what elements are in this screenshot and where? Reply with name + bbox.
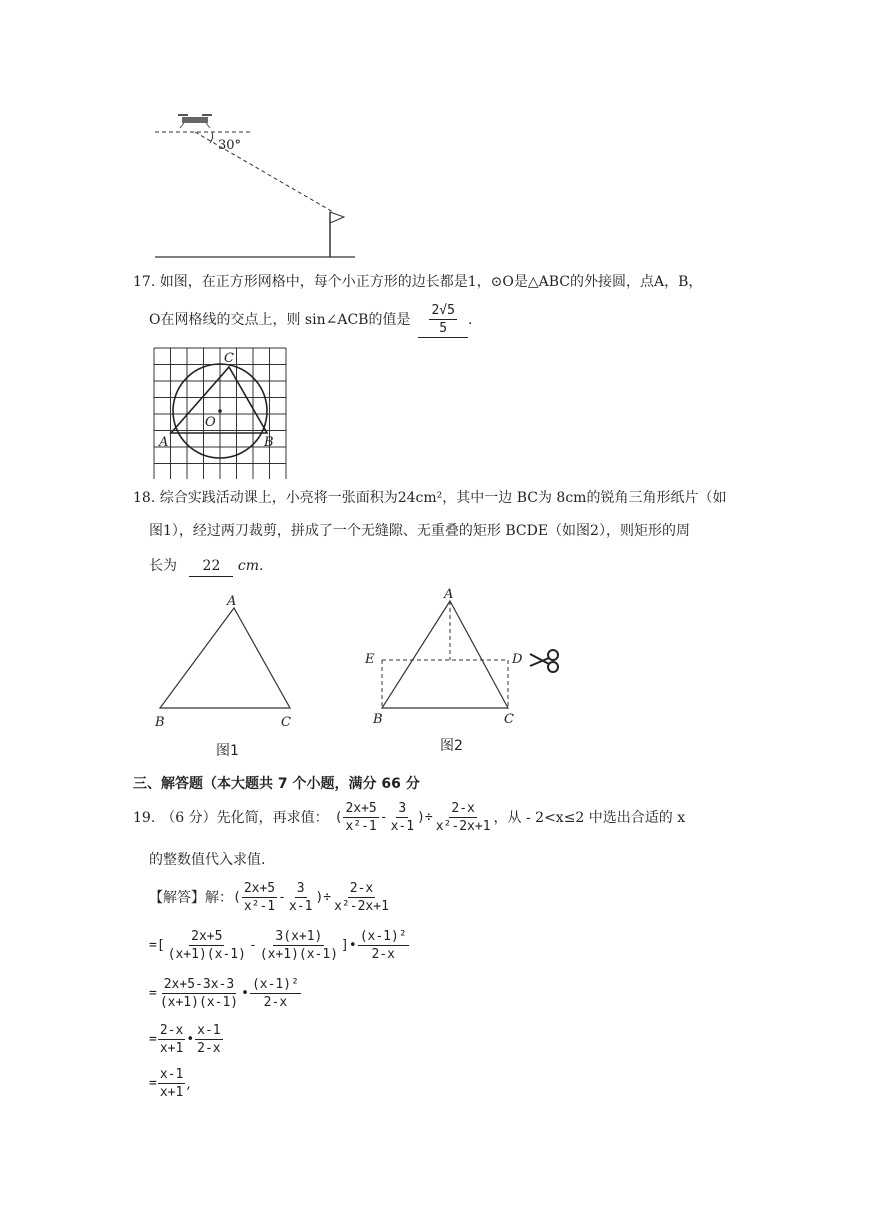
q18-text2: 图1），经过两刀裁剪，拼成了一个无缝隙、无重叠的矩形 BCDE（如图2），则矩形的周	[149, 523, 690, 539]
sol4-frac1-den: x+1	[159, 1041, 184, 1056]
q18-line1	[133, 488, 726, 508]
sol4-frac1-num: 2-x	[159, 1023, 184, 1038]
sol5-frac	[158, 1066, 185, 1101]
q19-frac3-num: 2-x	[451, 801, 475, 816]
drone-icon	[178, 115, 212, 128]
q17-answer-blank	[418, 302, 467, 338]
q18-unit: cm.	[237, 558, 264, 574]
sol1-frac3-den: x²-2x+1	[334, 899, 389, 914]
q19-tail: ，从 - 2<x≤2 中选出合适的 x	[493, 809, 686, 826]
sol1-frac3	[332, 880, 391, 915]
sol1-frac3-num: 2-x	[349, 881, 374, 896]
q19-number: 19.	[133, 809, 156, 826]
sol3-frac1	[158, 976, 240, 1011]
q19-frac1-den: x²-1	[345, 819, 377, 834]
q17-answer-denominator: 5	[439, 321, 448, 336]
section-3-title: 三、解答题（本大题共 7 个小题，满分 66 分	[133, 776, 420, 792]
q19-solution-line2: =[ $\frac{2x+5}{(x+1)(x-1)}$ - $\frac{3(x+1)}{(x+1)(x-1)}$ ]• $\frac{\text{(x-1)²}}{2-x}$	[149, 929, 407, 962]
q17-text1: 如图，在正方形网格中，每个小正方形的边长都是1，⊙O是△ABC的外接圆，点A，B，	[159, 274, 703, 290]
q19-line1: 19. （6 分）先化简，再求值： ( $\frac{2x+5}{\text{x²-1}}$ - $\frac{3}{x-1}$ )÷ $\frac{2-x}{\text{x²-2x+1}}$ ，从 - 2<x≤2 中选出合适的 x	[133, 801, 686, 834]
sol4-frac2	[195, 1022, 222, 1057]
sol3-frac2-den: 2-x	[263, 995, 288, 1010]
q18-line3	[149, 556, 263, 577]
sol1-frac2-den: x-1	[288, 899, 313, 914]
label-a: A	[159, 435, 169, 450]
scissors-icon	[530, 650, 558, 672]
q17-text2: O在网格线的交点上，则 sin∠ACB的值是	[149, 312, 411, 328]
sol2-frac3-den: 2-x	[371, 947, 395, 962]
fig2-label-e: E	[365, 652, 375, 667]
sol2-frac3-num: (x-1)²	[359, 929, 407, 944]
q19-points: （6 分）先化简，再求值：	[161, 809, 329, 826]
figure-2-caption: 图2	[440, 738, 463, 754]
sol2-frac1	[166, 928, 248, 963]
figure-1-triangle	[150, 590, 320, 735]
sol2-frac1-den: (x+1)(x-1)	[167, 947, 246, 962]
sol2-frac2	[258, 928, 340, 963]
sol1-frac2	[287, 880, 314, 915]
sol2-frac3	[358, 928, 409, 963]
sol3-frac2-num: (x-1)²	[251, 977, 299, 992]
q18-text3: 长为	[149, 558, 177, 574]
q19-solution-line1: 【解答】解： ( $\frac{2x+5}{\text{x²-1}}$ - $\frac{3}{x-1}$ )÷ $\frac{2-x}{\text{x²-2x+1}}$	[149, 881, 389, 914]
fig2-label-d: D	[512, 652, 523, 667]
fig2-label-b: B	[373, 712, 383, 727]
q18-line2	[149, 521, 690, 541]
sol4-frac2-num: x-1	[197, 1023, 221, 1038]
sol2-frac2-den: (x+1)(x-1)	[259, 947, 339, 962]
sol3-frac2	[250, 976, 301, 1011]
sol5-frac-den: x+1	[159, 1085, 184, 1100]
sol3-frac1-num: 2x+5-3x-3	[163, 977, 235, 992]
q19-solution-line4: = $\frac{2-x}{x+1}$ • $\frac{x-1}{2-x}$	[149, 1023, 221, 1056]
fig1-label-c: C	[281, 715, 291, 730]
q17-number: 17.	[133, 274, 156, 290]
figure-2-rectangle	[360, 585, 570, 735]
sol4-frac1	[158, 1022, 185, 1057]
q19-frac3-den: x²-2x+1	[435, 819, 491, 834]
q19-frac1	[343, 800, 378, 835]
q17-line1	[133, 272, 702, 292]
angle-label: 30°	[218, 138, 242, 153]
q19-frac2-den: x-1	[390, 819, 415, 834]
sol4-frac2-den: 2-x	[197, 1041, 221, 1056]
figure-1-caption: 图1	[216, 743, 239, 759]
q19-frac3	[434, 800, 493, 835]
label-c: C	[224, 351, 234, 366]
q19-frac2-num: 3	[398, 801, 407, 816]
sol2-frac1-num: 2x+5	[191, 929, 223, 944]
sol1-frac1-num: 2x+5	[243, 881, 276, 896]
q17-period: .	[467, 312, 473, 328]
q19-solution-line3: = $\frac{2x+5-3x-3}{(x+1)(x-1)}$ • $\frac{\text{(x-1)²}}{2-x}$	[149, 977, 299, 1010]
sol5-frac-num: x-1	[159, 1067, 184, 1082]
q18-answer: 22	[189, 556, 233, 577]
grid-circle-figure	[150, 344, 290, 479]
drone-figure	[150, 105, 370, 265]
q17-line2	[149, 302, 472, 338]
sol3-frac1-den: (x+1)(x-1)	[159, 995, 239, 1010]
sol1-frac1	[242, 880, 277, 915]
fig1-label-a: A	[227, 594, 237, 609]
sol5-comma: ,	[186, 1075, 191, 1092]
fig2-label-c: C	[504, 712, 514, 727]
q19-solution-label: 【解答】解：	[149, 889, 233, 906]
q18-number: 18.	[133, 490, 156, 506]
sol1-frac2-num: 3	[296, 881, 305, 896]
fig2-label-a: A	[444, 587, 454, 602]
sol1-frac1-den: x²-1	[243, 899, 276, 914]
label-o: O	[205, 415, 216, 430]
q19-frac2	[389, 800, 416, 835]
flag-icon	[330, 212, 344, 257]
q17-answer-numerator: 2√5	[431, 303, 455, 318]
q19-solution-line5: = $\frac{x-1}{x+1}$ ,	[149, 1067, 191, 1100]
q19-frac1-num: 2x+5	[345, 801, 377, 816]
q18-text1: 综合实践活动课上，小亮将一张面积为24cm²，其中一边 BC为 8cm的锐角三角形纸片（如	[159, 490, 727, 506]
label-b: B	[264, 435, 274, 450]
sol2-frac2-num: 3(x+1)	[275, 929, 323, 944]
q17-answer-fraction	[429, 302, 456, 337]
fig1-label-b: B	[155, 715, 165, 730]
q19-line2: 的整数值代入求值.	[149, 852, 266, 868]
